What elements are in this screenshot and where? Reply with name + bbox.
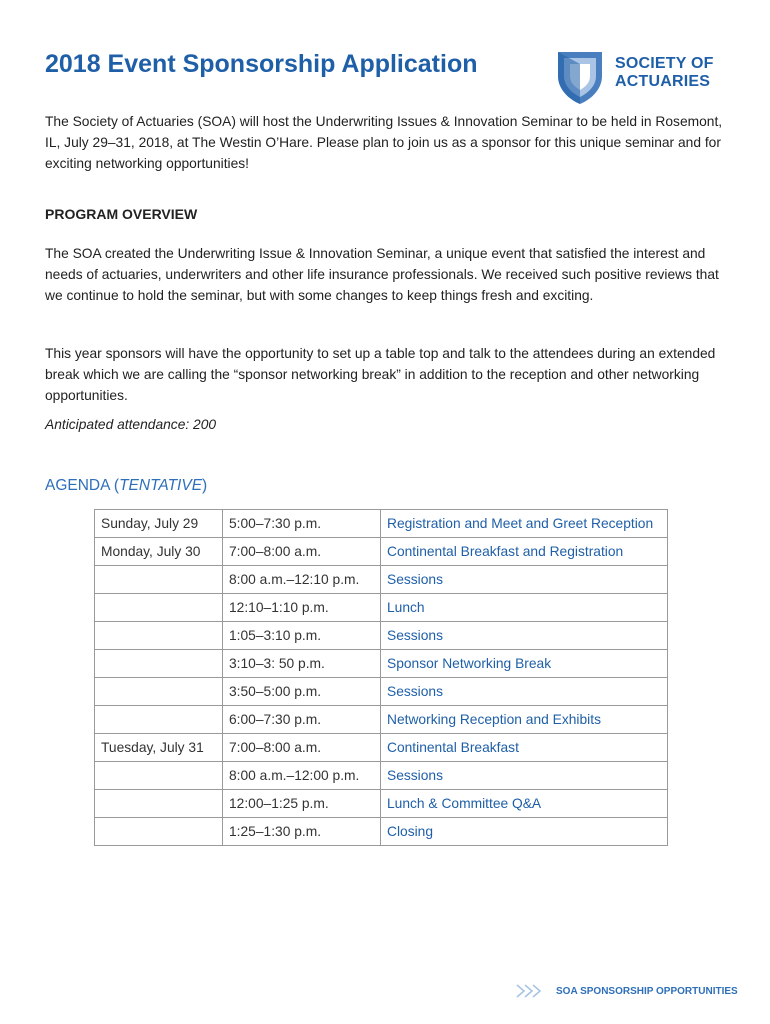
agenda-event: Sponsor Networking Break: [381, 650, 668, 678]
agenda-day: Monday, July 30: [95, 538, 223, 566]
agenda-row: [95, 622, 668, 650]
agenda-time: 8:00 a.m.–12:00 p.m.: [223, 762, 381, 790]
agenda-event: Networking Reception and Exhibits: [381, 706, 668, 734]
agenda-day: [95, 566, 223, 594]
anticipated-attendance: Anticipated attendance: 200: [45, 417, 217, 432]
agenda-time: 1:25–1:30 p.m.: [223, 818, 381, 846]
agenda-row: [95, 706, 668, 734]
agenda-event: Sessions: [381, 622, 668, 650]
agenda-row: [95, 734, 668, 762]
agenda-time: 8:00 a.m.–12:10 p.m.: [223, 566, 381, 594]
agenda-day: [95, 762, 223, 790]
agenda-day: [95, 678, 223, 706]
agenda-event: Lunch: [381, 594, 668, 622]
agenda-event: Sessions: [381, 762, 668, 790]
agenda-row: [95, 538, 668, 566]
agenda-heading: AGENDA (TENTATIVE): [45, 477, 208, 494]
program-overview-heading: PROGRAM OVERVIEW: [45, 206, 198, 222]
logo-wordmark: [615, 55, 714, 91]
program-paragraph-1: The SOA created the Underwriting Issue & Innovation Seminar, a unique event that satisfied the interest and needs of actuaries, underwriters and other life insurance professionals. We received such positive reviews that we continue to hold the seminar, but with some changes to keep things fresh and exciting.: [45, 246, 719, 303]
agenda-event: Closing: [381, 818, 668, 846]
agenda-row: [95, 594, 668, 622]
page-title: 2018 Event Sponsorship Application: [45, 50, 478, 78]
agenda-time: 5:00–7:30 p.m.: [223, 510, 381, 538]
chevrons-icon: [515, 983, 551, 999]
agenda-row: [95, 818, 668, 846]
agenda-event: Sessions: [381, 678, 668, 706]
agenda-time: 7:00–8:00 a.m.: [223, 538, 381, 566]
soa-logo: [552, 46, 722, 106]
agenda-time: 1:05–3:10 p.m.: [223, 622, 381, 650]
agenda-day: [95, 818, 223, 846]
agenda-time: 12:10–1:10 p.m.: [223, 594, 381, 622]
agenda-day: Sunday, July 29: [95, 510, 223, 538]
agenda-day: [95, 790, 223, 818]
agenda-time: 3:10–3: 50 p.m.: [223, 650, 381, 678]
logo-line-2: ACTUARIES: [615, 73, 711, 90]
agenda-day: Tuesday, July 31: [95, 734, 223, 762]
agenda-table: [94, 509, 668, 846]
logo-line-1: SOCIETY OF: [615, 55, 714, 72]
agenda-event: Lunch & Committee Q&A: [381, 790, 668, 818]
agenda-event: Continental Breakfast and Registration: [381, 538, 668, 566]
agenda-row: [95, 762, 668, 790]
agenda-day: [95, 622, 223, 650]
agenda-day: [95, 594, 223, 622]
agenda-day: [95, 706, 223, 734]
agenda-time: 3:50–5:00 p.m.: [223, 678, 381, 706]
agenda-row: [95, 566, 668, 594]
agenda-day: [95, 650, 223, 678]
agenda-event: Continental Breakfast: [381, 734, 668, 762]
agenda-row: [95, 650, 668, 678]
intro-paragraph: The Society of Actuaries (SOA) will host the Underwriting Issues & Innovation Seminar to be held in Rosemont, IL, July 29–31, 2018, at The Westin O’Hare. Please plan to join us as a sponsor for this unique seminar and for exciting networking opportunities!: [45, 114, 723, 171]
agenda-event: Sessions: [381, 566, 668, 594]
agenda-event: Registration and Meet and Greet Reception: [381, 510, 668, 538]
agenda-time: 12:00–1:25 p.m.: [223, 790, 381, 818]
agenda-row: [95, 790, 668, 818]
agenda-row: [95, 510, 668, 538]
program-paragraph-2: This year sponsors will have the opportunity to set up a table top and talk to the attendees during an extended break which we are calling the “sponsor networking break” in addition to the reception and other networking opportunities.: [45, 346, 716, 403]
agenda-time: 7:00–8:00 a.m.: [223, 734, 381, 762]
shield-icon: [552, 46, 610, 106]
agenda-time: 6:00–7:30 p.m.: [223, 706, 381, 734]
footer-text: SOA SPONSORSHIP OPPORTUNITIES: [556, 986, 738, 997]
agenda-row: [95, 678, 668, 706]
